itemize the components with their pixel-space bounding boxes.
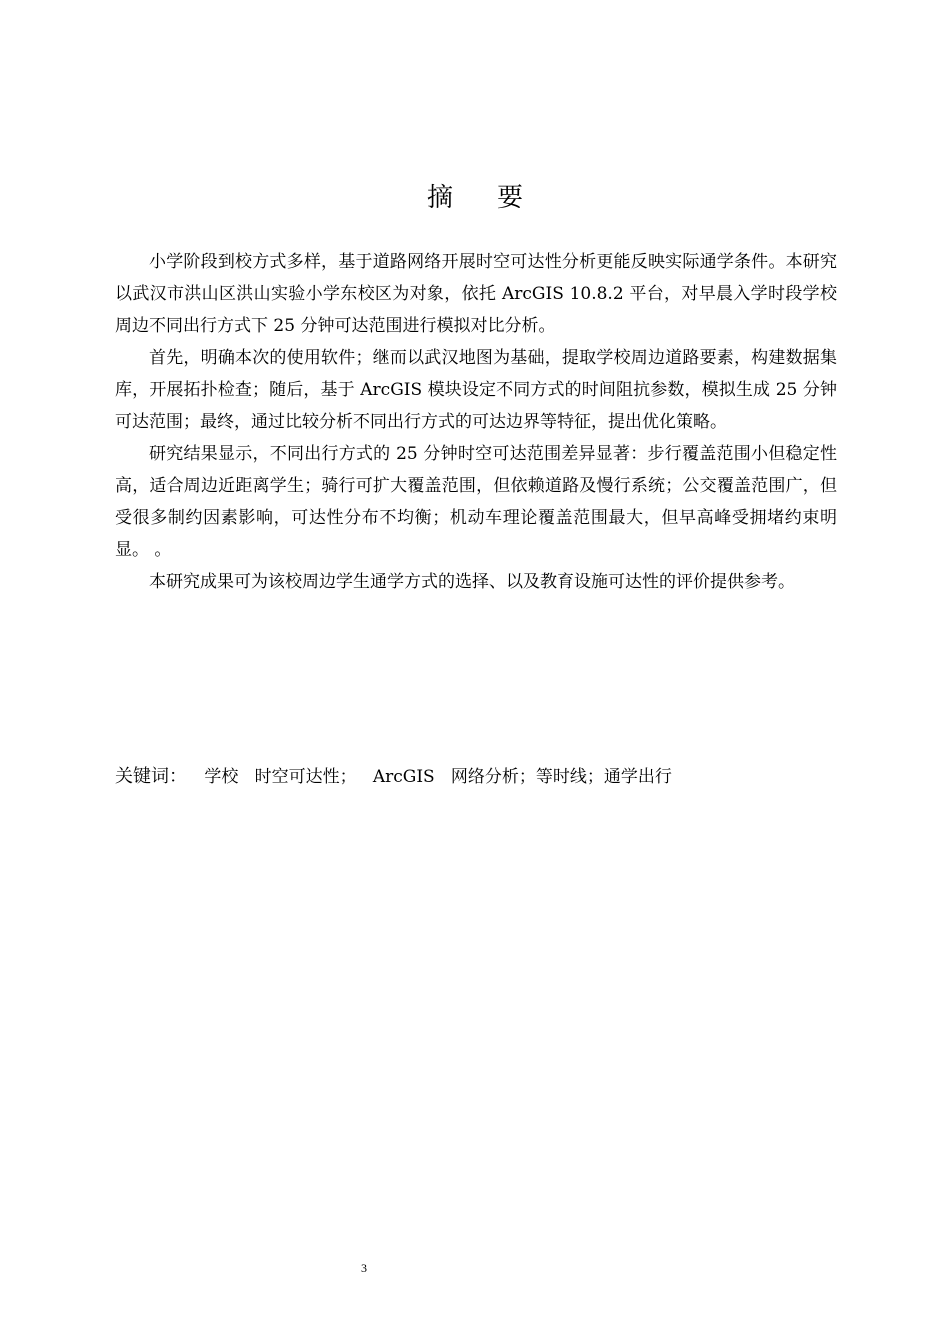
abstract-paragraph-1: 小学阶段到校方式多样，基于道路网络开展时空可达性分析更能反映实际通学条件。本研究以武汉市洪山区洪山实验小学东校区为对象，依托 ArcGIS 10.8.2 平台，对早晨入学时段学校周边不同出行方式下 25 分钟可达范围进行模拟对比分析。 — [115, 252, 837, 336]
abstract-paragraph-3: 研究结果显示，不同出行方式的 25 分钟时空可达范围差异显著：步行覆盖范围小但稳定性高，适合周边近距离学生；骑行可扩大覆盖范围，但依赖道路及慢行系统；公交覆盖范围广，但受很多制约因素影响，可达性分布不均衡；机动车理论覆盖范围最大，但早高峰受拥堵约束明显。 。 — [115, 444, 837, 560]
abstract-paragraph-4: 本研究成果可为该校周边学生通学方式的选择、以及教育设施可达性的评价提供参考。 — [149, 572, 795, 592]
keywords-label: 关键词： — [115, 766, 187, 787]
keywords-values: 学校 时空可达性； ArcGIS 网络分析；等时线；通学出行 — [204, 767, 672, 787]
abstract-title: 摘要 — [426, 183, 567, 213]
abstract-body — [115, 246, 837, 598]
page-number: 3 — [361, 1261, 367, 1275]
keywords-line — [115, 762, 837, 792]
abstract-paragraph-2: 首先，明确本次的使用软件；继而以武汉地图为基础，提取学校周边道路要素，构建数据集库，开展拓扑检查；随后，基于 ArcGIS 模块设定不同方式的时间阻抗参数，模拟生成 25 分钟可达范围；最终，通过比较分析不同出行方式的可达边界等特征，提出优化策略。 — [115, 348, 837, 432]
